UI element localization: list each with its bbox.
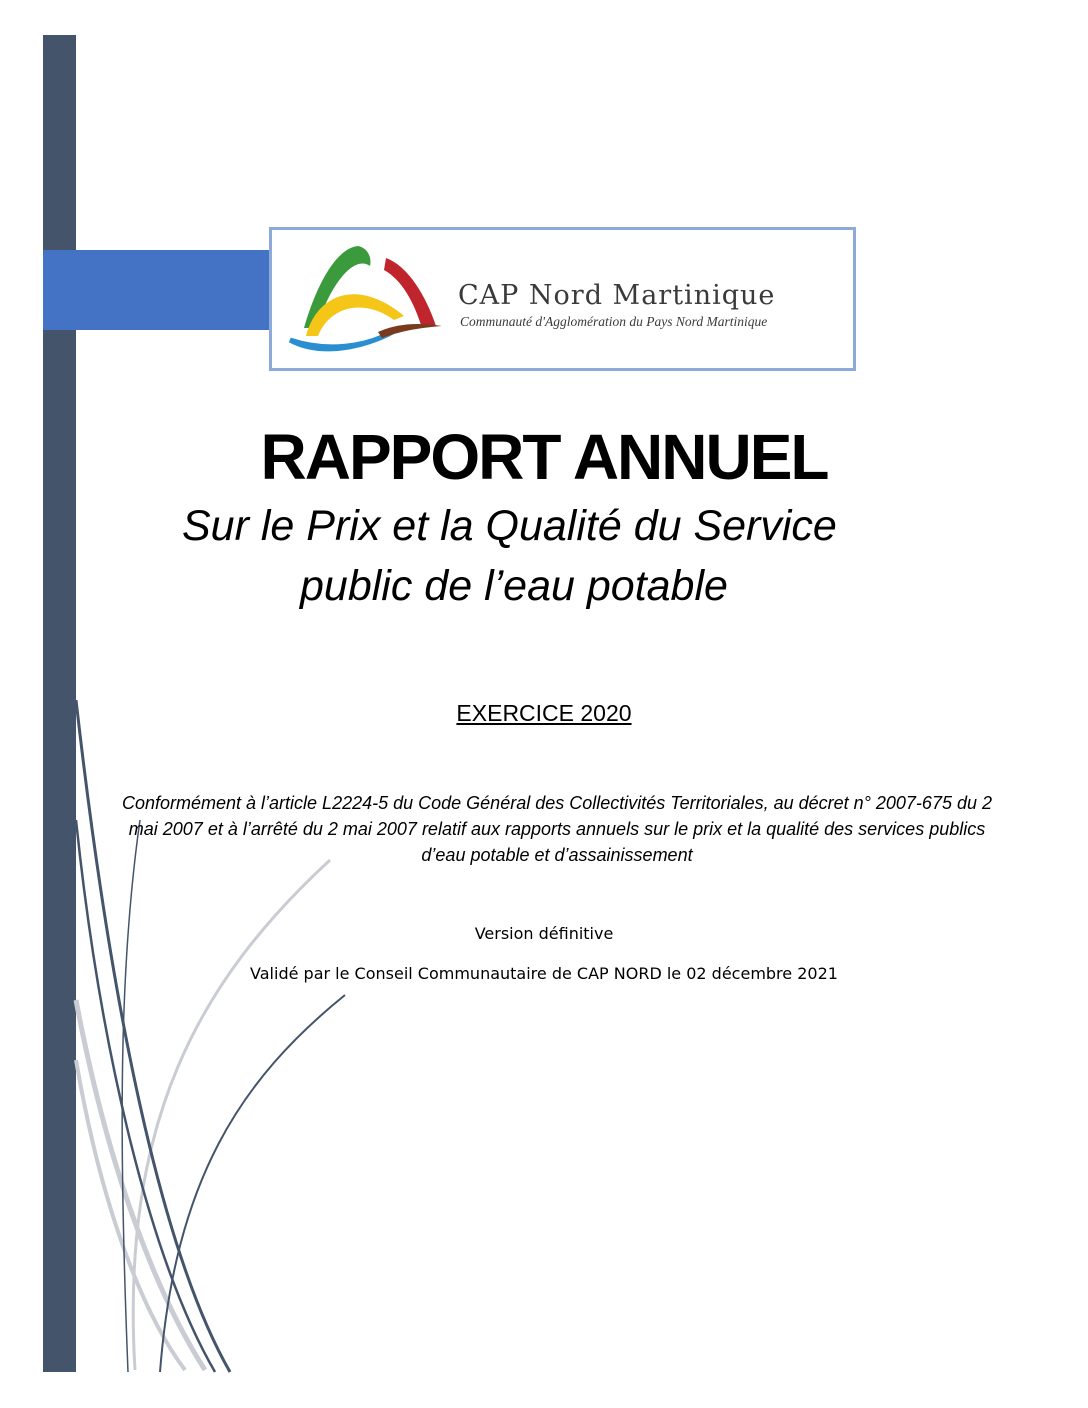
exercice-year: EXERCICE 2020 bbox=[456, 700, 632, 726]
validation-statement: Validé par le Conseil Communautaire de CAP NORD le 02 décembre 2021 bbox=[250, 964, 838, 983]
report-title: RAPPORT ANNUEL bbox=[260, 421, 828, 493]
logo-brown-wave bbox=[378, 324, 442, 338]
logo-subtitle: Communauté d'Agglomération du Pays Nord Martinique bbox=[460, 314, 768, 329]
report-subtitle-line-1: Sur le Prix et la Qualité du Service bbox=[182, 502, 837, 550]
version-label: Version définitive bbox=[474, 924, 614, 943]
report-subtitle-line-2: public de l’eau potable bbox=[300, 562, 728, 610]
logo-name: CAP Nord Martinique bbox=[458, 280, 776, 311]
logo-green-arch bbox=[304, 246, 371, 328]
logo-box bbox=[269, 227, 856, 371]
legal-reference-text: Conformément à l’article L2224-5 du Code Général des Collectivités Territoriales, au décret n° 2007-675 du 2 mai 2007 et à l’arrêté du 2 mai 2007 relatif aux rapports annuels sur le prix et la qualité des services publics d’eau potable et d’assainissement bbox=[121, 793, 992, 865]
cap-nord-logo-mark bbox=[286, 236, 446, 356]
